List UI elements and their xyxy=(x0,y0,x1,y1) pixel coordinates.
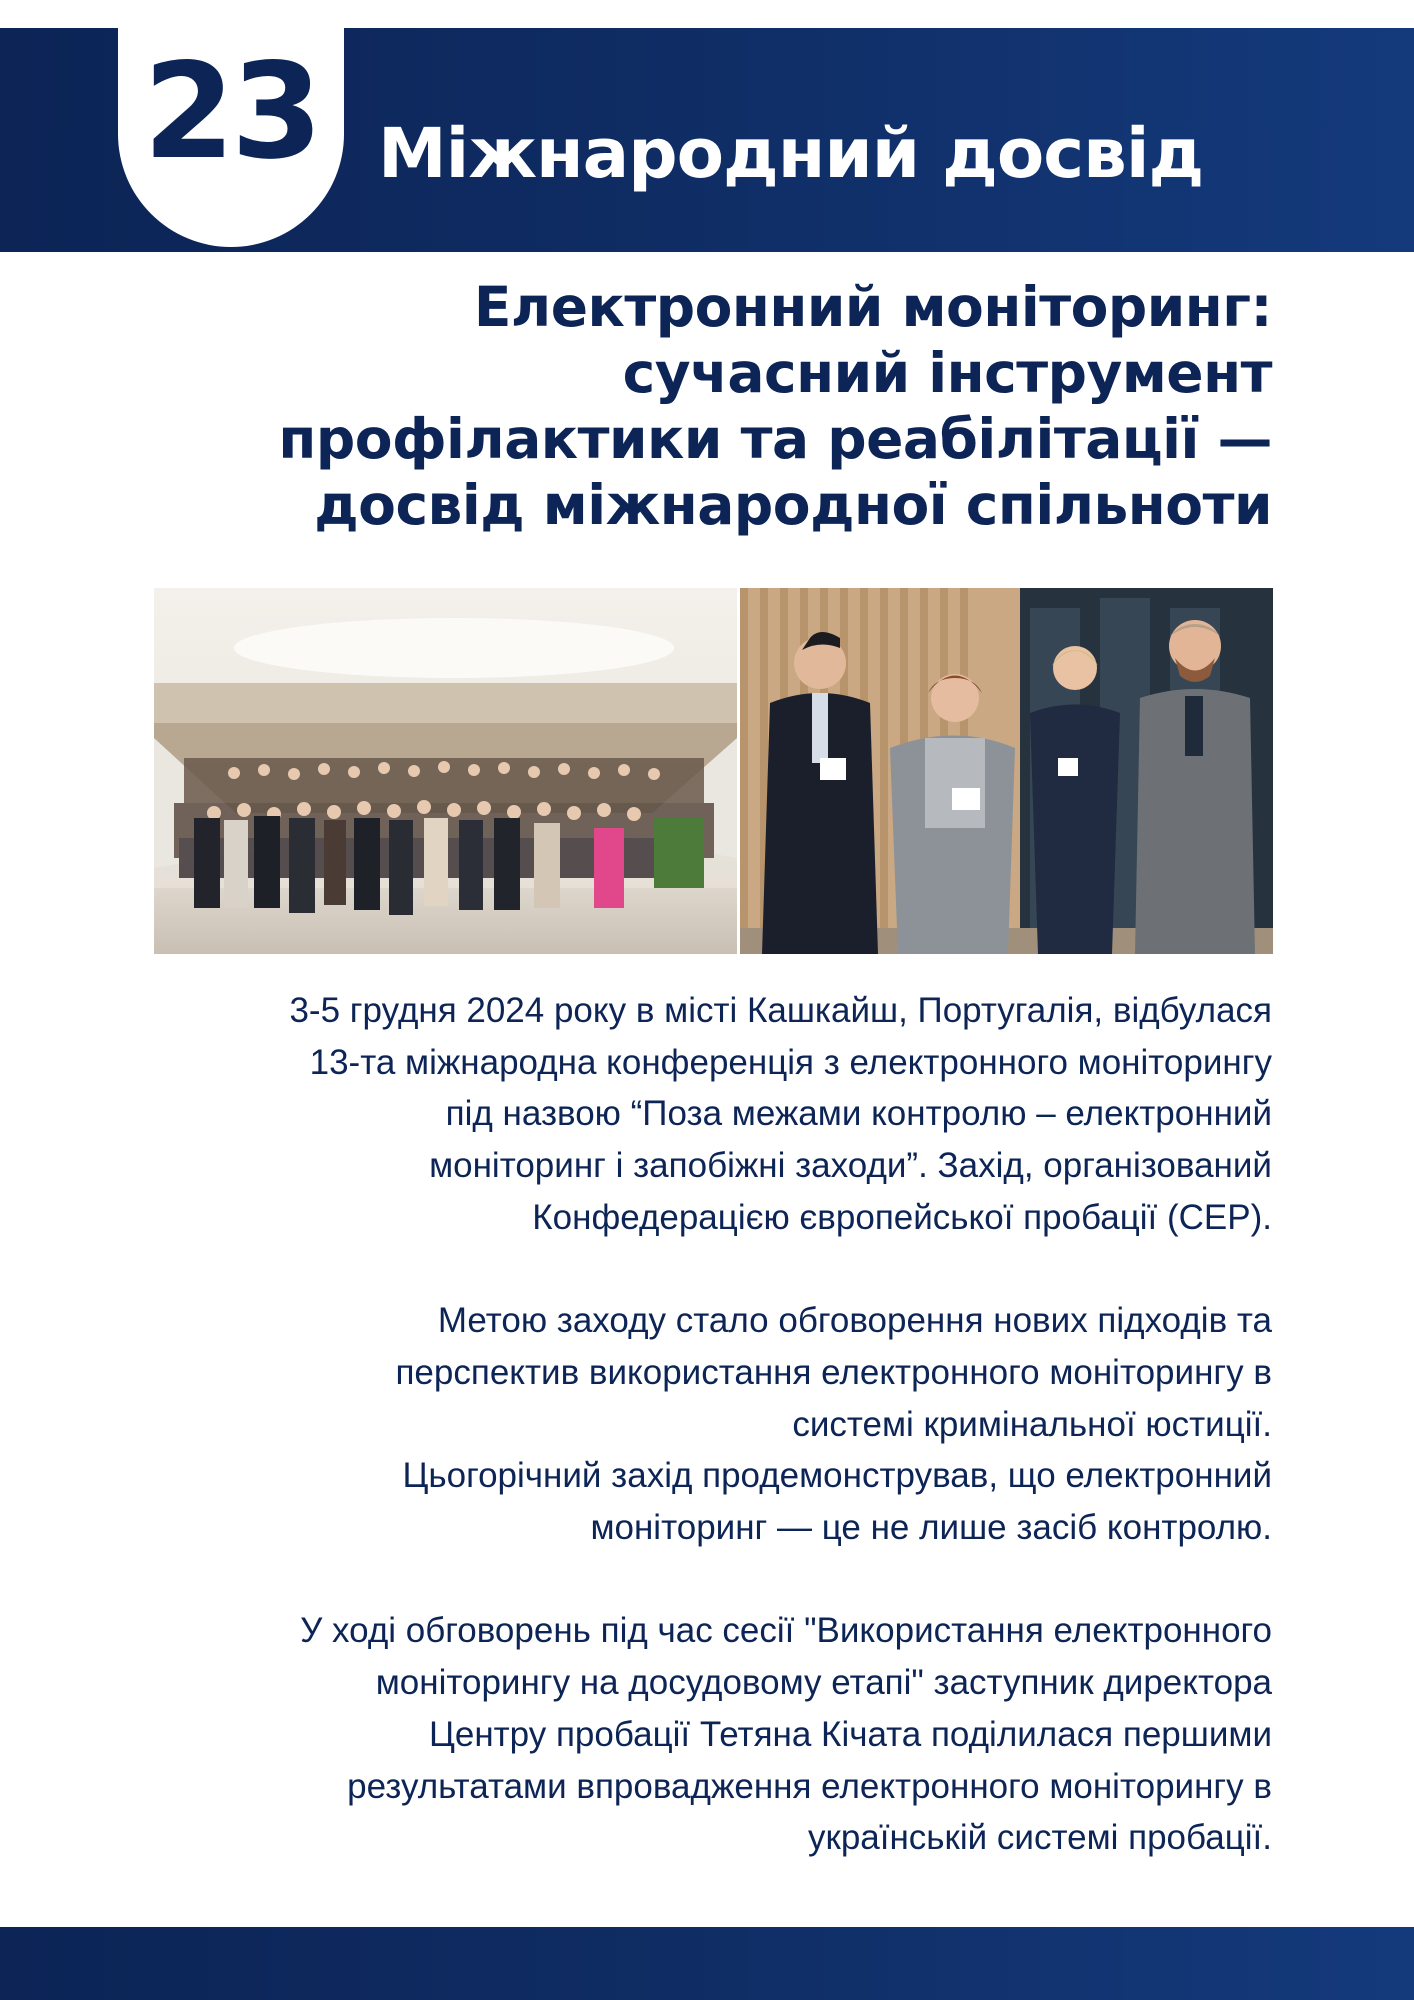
page-number: 23 xyxy=(143,35,319,189)
headline-line: профілактики та реабілітації — xyxy=(278,407,1272,471)
body-line: українській системі пробації. xyxy=(808,1818,1272,1858)
delegates-photo xyxy=(740,588,1273,954)
body-line: Конфедерацією європейської пробації (CEP). xyxy=(532,1197,1272,1237)
body-line: 3-5 грудня 2024 року в місті Кашкайш, Португалія, відбулася xyxy=(289,991,1272,1030)
header-band xyxy=(0,28,1414,252)
paragraph-gap xyxy=(122,1244,1272,1296)
paragraph-gap xyxy=(122,1554,1272,1606)
headline-line: сучасний інструмент xyxy=(622,341,1272,405)
body-line: моніторингу на досудовому етапі" заступник директора xyxy=(375,1663,1272,1703)
body-line: перспектив використання електронного моніторингу в xyxy=(395,1352,1272,1392)
body-line: Цьогорічний захід продемонстрував, що електронний xyxy=(402,1456,1272,1496)
group-photo xyxy=(154,588,737,954)
body-line: Метою заходу стало обговорення нових підходів та xyxy=(437,1301,1272,1341)
body-line: системі кримінальної юстиції. xyxy=(792,1404,1272,1444)
article-body xyxy=(122,985,1272,1864)
body-line: моніторинг і запобіжні заходи”. Захід, організований xyxy=(429,1146,1272,1186)
body-line: У ході обговорень під час сесії "Використання електронного xyxy=(300,1611,1272,1651)
body-line: Центру пробації Тетяна Кічата поділилася першими xyxy=(428,1714,1272,1754)
page-number-badge xyxy=(118,28,344,247)
body-line: моніторинг — це не лише засіб контролю. xyxy=(590,1508,1272,1548)
photo-strip xyxy=(154,588,1273,954)
paragraph-intro xyxy=(122,985,1272,1244)
body-line: під назвою “Поза межами контролю – електронний xyxy=(445,1094,1272,1134)
section-title: Міжнародний досвід xyxy=(378,114,1204,194)
body-line: результатами впровадження електронного моніторингу в xyxy=(347,1766,1272,1806)
article-headline xyxy=(192,274,1272,538)
headline-line: Електронний моніторинг: xyxy=(473,275,1272,339)
headline-line: досвід міжнародної спільноти xyxy=(314,473,1272,537)
paragraph-session xyxy=(122,1605,1272,1864)
footer-band xyxy=(0,1927,1414,2000)
body-line: 13-та міжнародна конференція з електронного моніторингу xyxy=(309,1042,1272,1082)
paragraph-purpose xyxy=(122,1295,1272,1554)
